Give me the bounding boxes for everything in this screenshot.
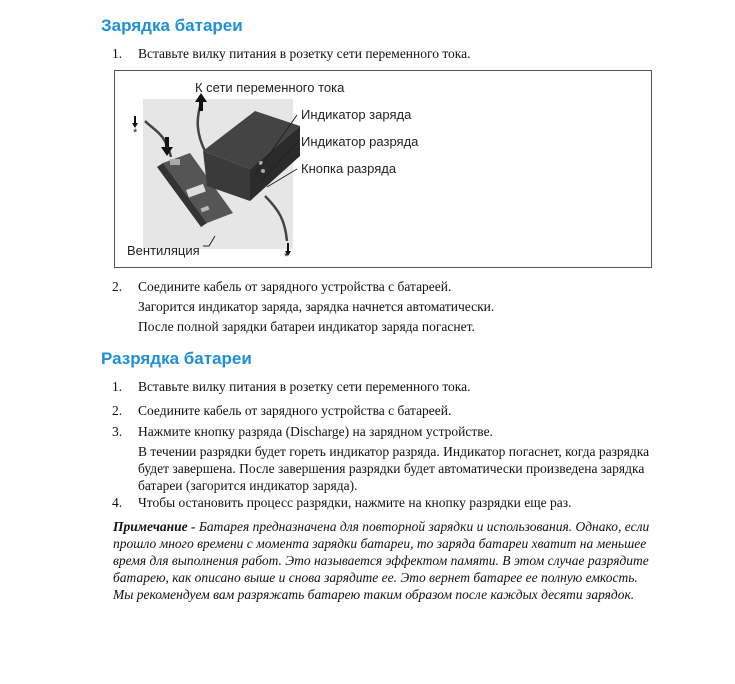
note-paragraph xyxy=(113,518,653,603)
section-title-charging: Зарядка батареи xyxy=(101,16,243,35)
step-number: 2. xyxy=(112,279,123,294)
section-title-discharging: Разрядка батареи xyxy=(101,349,252,368)
step-number: 1. xyxy=(112,46,123,61)
label-charge-indicator: Индикатор заряда xyxy=(301,107,412,122)
step-number: 2. xyxy=(112,403,123,418)
step-number: 1. xyxy=(112,379,123,394)
step-text: Вставьте вилку питания в розетку сети переменного тока. xyxy=(138,46,471,61)
asterisk-bottom: * xyxy=(284,251,289,263)
label-discharge-button: Кнопка разряда xyxy=(301,161,397,176)
step-text: Соедините кабель от зарядного устройства с батареей. xyxy=(138,279,452,294)
step-number: 4. xyxy=(112,495,123,510)
label-ac-outlet: К сети переменного тока xyxy=(195,80,345,95)
label-ventilation: Вентиляция xyxy=(127,243,200,258)
asterisk-left: * xyxy=(133,127,138,139)
note-text: Батарея предназначена для повторной зарядки и использования. Однако, если прошло много времени с момента зарядки батареи, то заряда батареи хватит на меньшее время для выполнения работ. Это называется эффектом памяти. В этом случае разрядите батарею, как описано выше и снова зарядите ее. Это вернет батарее ее полную емкость. Мы рекомендуем вам разряжать батарею таким образом после каждых десяти зарядок. xyxy=(113,519,650,602)
step-text: Нажмите кнопку разряда (Discharge) на зарядном устройстве. xyxy=(138,424,493,439)
step-text: Соедините кабель от зарядного устройства с батареей. xyxy=(138,403,452,418)
step-detail: После полной зарядки батареи индикатор заряда погаснет. xyxy=(138,319,475,334)
step-text: Вставьте вилку питания в розетку сети переменного тока. xyxy=(138,379,471,394)
step-detail-paragraph: В течении разрядки будет гореть индикатор разряда. Индикатор погаснет, когда разрядка будет завершена. После завершения разрядки будет автоматически произведена зарядка батареи (загорится индикатор заряда). xyxy=(138,444,650,493)
step-text: Чтобы остановить процесс разрядки, нажмите на кнопку разрядки еще раз. xyxy=(138,495,572,510)
note-label: Примечание - xyxy=(113,519,196,534)
step-number: 3. xyxy=(112,424,123,439)
label-discharge-indicator: Индикатор разряда xyxy=(301,134,419,149)
charger-figure xyxy=(114,70,652,268)
step-detail: Загорится индикатор заряда, зарядка начнется автоматически. xyxy=(138,299,495,314)
